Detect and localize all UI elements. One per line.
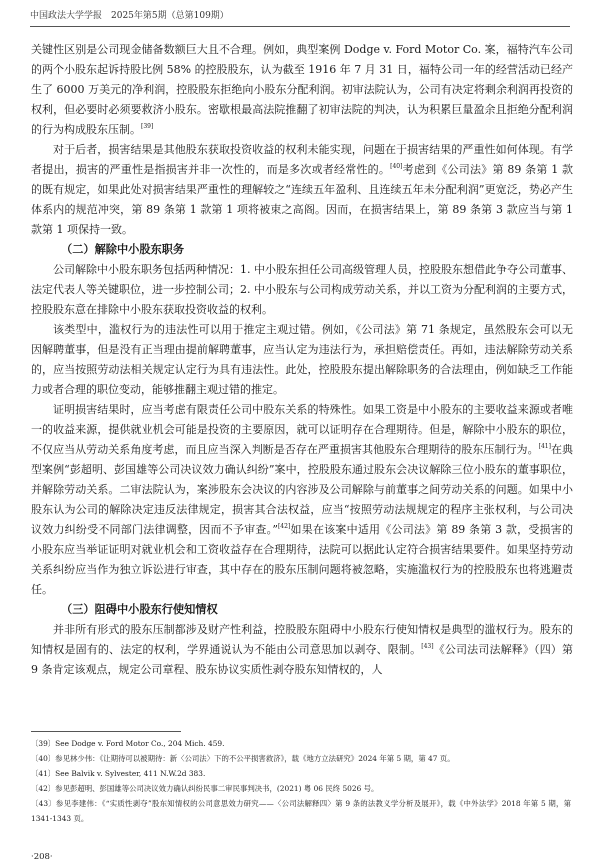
header-rule xyxy=(30,26,570,27)
footnote-ref-42[interactable]: [42] xyxy=(277,523,291,530)
paragraph-proof-of-damage: 证明损害结果时，应当考虑有限责任公司中股东关系的特殊性。如果工资是中小股东的主要收益来源或者唯一的收益来源，提供就业机会可能是投资的主要原因，就可以证明存在合理期待。但是，解除中小股东的职位，不仅应当从劳动关系角度考虑，而且应当深入判断是否存在严重损害其他股东合理期待的股东压制行为。[41]在典型案例“彭超明、彭国雄等公司决议效力确认纠纷”案中，控股股东通过股东会决议解除三位小股东的董事职位，并解除劳动关系。二审法院认为，案涉股东会决议的内容涉及公司解除与前董事之间劳动关系的问题。如果中小股东认为公司的解除决定违反法律规定，损害其合法权益，应当“按照劳动法规规定的程序主张权利，与公司决议效力纠纷受不同部门法律调整，因而不予审查。”[42]如果在该案中适用《公司法》第 89 条第 3 款，受损害的小股东应当举证证明对就业机会和工资收益存在合理期待，法院可以据此认定符合损害结果要件。如果坚持劳动关系纠纷应当作为独立诉讼进行审查，其中存在的股东压制问题将被忽略，实施滥权行为的控股股东也将逃避责任。 xyxy=(31,403,574,596)
footnote-ref-39[interactable]: [39] xyxy=(141,123,154,130)
paragraph-dodge-ford: 关键性区别是公司现金储备数额巨大且不合理。例如，典型案例 Dodge v. Ford Motor Co. 案，福特汽车公司的两个小股东起诉持股比例 58% 的控股股东，认为截至 1916 年 7 月 31 日，福特公司一年的经营活动已经产生了 6000 万美元的净利润，控股股东拒绝向小股东分配利润。初审法院认为，公司有决定将剩余利润再投资的权利，但必要时必须要救济小股东。密歇根最高法院推翻了初审法院的判决，认为积累巨量盈余且拒绝分配利润的行为构成股东压制。[39] xyxy=(31,43,573,136)
footnote-39: 〔39〕See Dodge v. Ford Motor Co., 204 Mich. 459. xyxy=(31,739,225,748)
footnote-ref-40[interactable]: [40] xyxy=(390,163,403,170)
running-header: 中国政法大学学报 2025年第5期（总第109期） xyxy=(30,11,229,21)
footnote-40: 〔40〕参见林少伟：《让期待可以被期待：新〈公司法〉下的不公平损害救济》，载《地方立法研究》2024 年第 5 期，第 47 页。 xyxy=(31,754,455,763)
section-heading-dismissal: （二）解除中小股东职务 xyxy=(61,243,185,256)
section-heading-right-to-information: （三）阻碍中小股东行使知情权 xyxy=(61,603,218,616)
paragraph-right-to-information: 并非所有形式的股东压制都涉及财产性利益，控股股东阻碍中小股东行使知情权是典型的滥权行为。股东的知情权是固有的、法定的权利，学界通说认为不能由公司意思加以剥夺、限制。[43]《公司法司法解释》（四）第 9 条肯定该观点，规定公司章程、股东协议实质性剥夺股东知情权的，人 xyxy=(31,623,574,676)
paragraph-illegality: 该类型中，滥权行为的违法性可以用于推定主观过错。例如，《公司法》第 71 条规定，虽然股东会可以无因解聘董事，但是没有正当理由提前解聘董事，应当认定为违法行为，承担赔偿责任。再如，违法解除劳动关系的，应当按照劳动法相关规定认定行为具有违法性。此处，控股股东提出解除职务的合法理由，例如缺乏工作能力或者合理的职位变动，能够推翻主观过错的推定。 xyxy=(31,323,573,396)
footnote-ref-41[interactable]: [41] xyxy=(538,443,551,450)
footnote-42: 〔42〕参见彭超明、彭国雄等公司决议效力确认纠纷民事二审民事判决书，(2021) 粤 06 民终 5026 号。 xyxy=(31,784,379,793)
paragraph-damage-severity: 对于后者，损害结果是其他股东获取投资收益的权利未能实现，问题在于损害结果的严重性如何体现。有学者提出，损害的严重性是指损害并非一次性的，而是多次或者经常性的。[40]考虑到《公司法》第 89 条第 1 款的既有规定，如果此处对损害结果严重性的理解较之“连续五年盈利、且连续五年未分配利润”更宽泛，势必产生体系内的规范冲突，第 89 条第 1 款第 1 项将被束之高阁。因而，在损害结果上，第 89 条第 3 款应当与第 1 款第 1 项保持一致。 xyxy=(31,143,573,236)
footnotes xyxy=(31,736,571,826)
footnote-41: 〔41〕See Balvik v. Sylvester, 411 N.W.2d 383. xyxy=(31,769,206,778)
footnote-ref-43[interactable]: [43] xyxy=(421,643,434,650)
article-body xyxy=(31,40,573,680)
paragraph-dismissal-types: 公司解除中小股东职务包括两种情况：1. 中小股东担任公司高级管理人员，控股股东想借此争夺公司董事、法定代表人等关键职位，进一步控制公司；2. 中小股东与公司构成劳动关系，并以工资为分配利润的主要方式，控股股东意在排除中小股东获取投资收益的权利。 xyxy=(31,263,573,316)
footnote-rule xyxy=(31,731,181,732)
page-number: ·208· xyxy=(31,852,53,862)
footnote-43: 〔43〕参见李建伟：《“实质性剥夺”股东知情权的公司意思效力研究——〈公司法解释四〉第 9 条的法教义学分析及展开》，载《中外法学》2018 年第 5 期，第 1341-1343 页。 xyxy=(31,799,571,823)
